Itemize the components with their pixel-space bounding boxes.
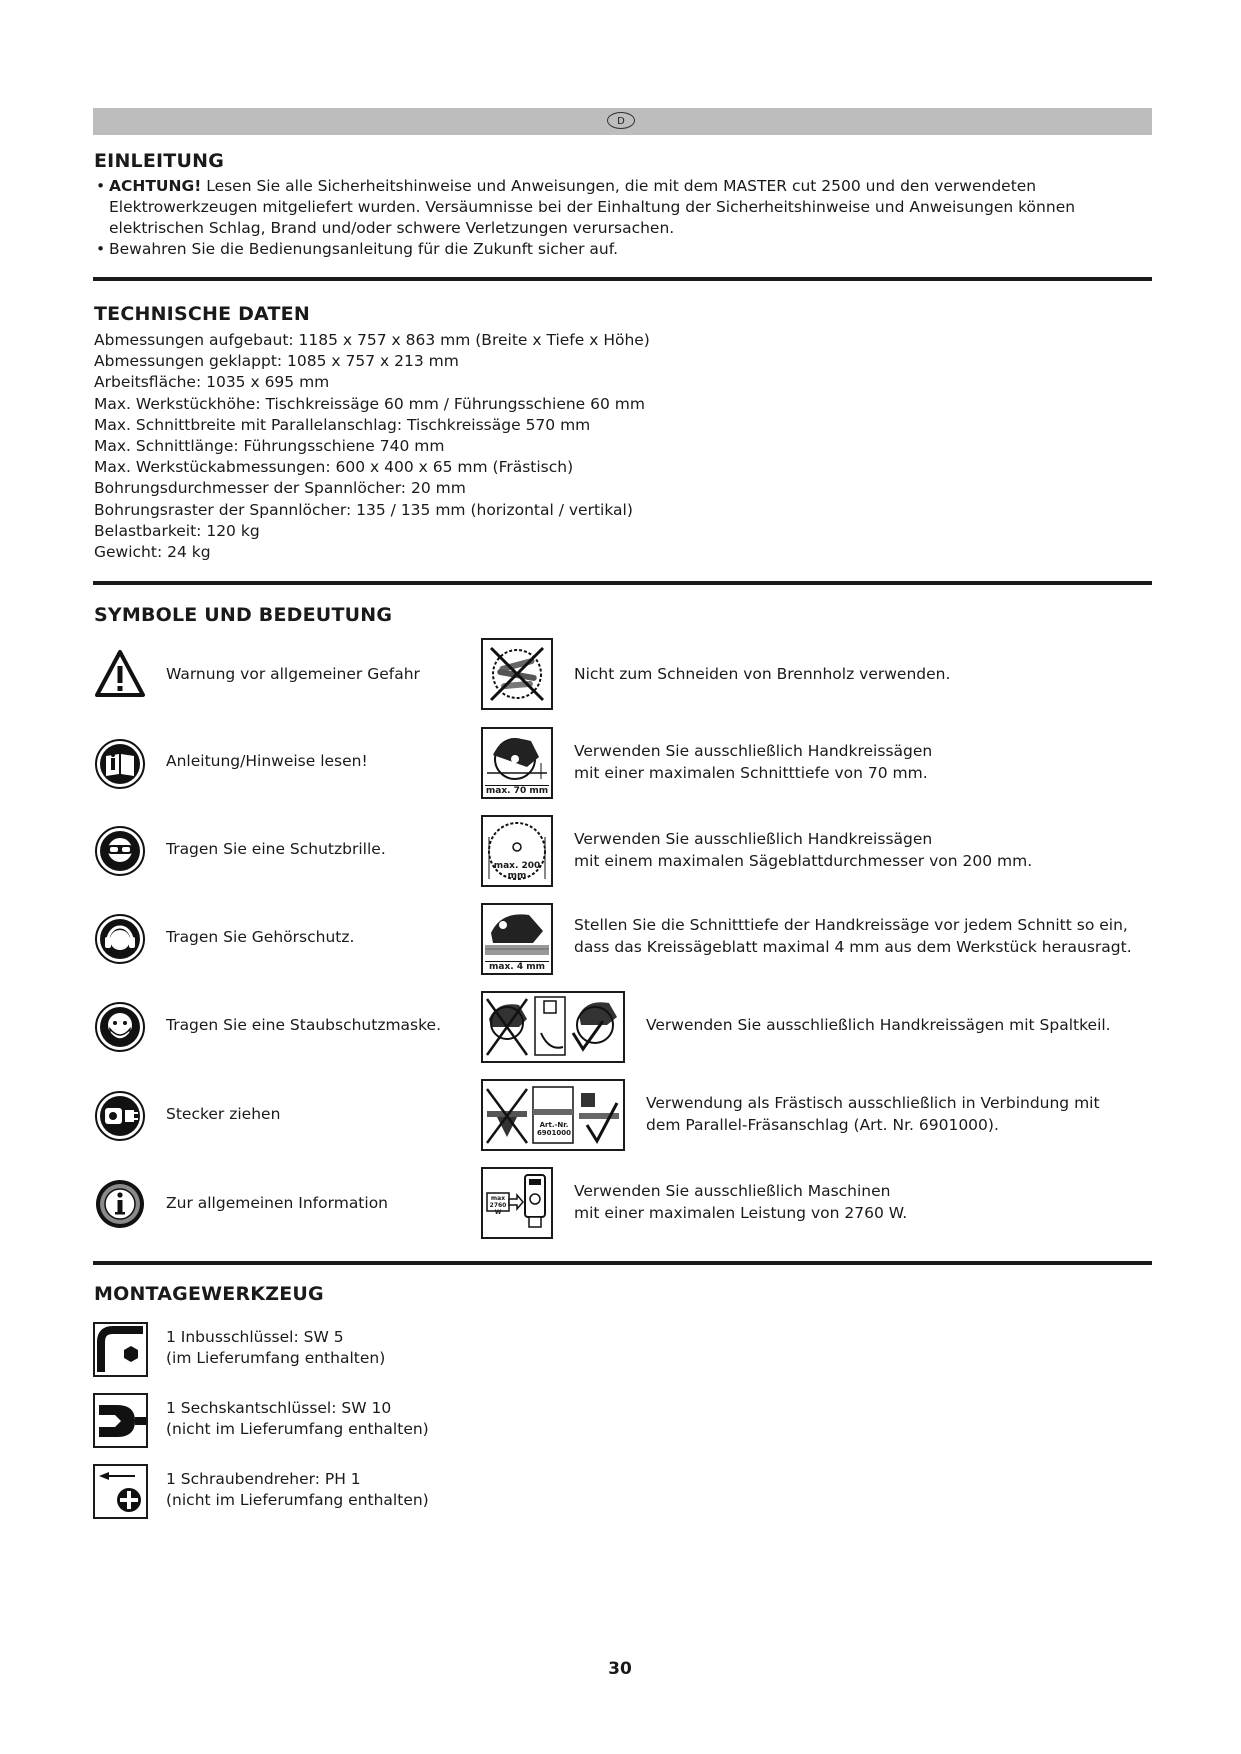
symbols-title: SYMBOLE UND BEDEUTUNG bbox=[94, 604, 393, 626]
tool-text-line: (im Lieferumfang enthalten) bbox=[166, 1349, 386, 1367]
dust-mask-icon bbox=[94, 1001, 146, 1053]
symbol-text-line: dass das Kreissägeblatt maximal 4 mm aus dem Werkstück herausragt. bbox=[574, 938, 1132, 956]
tech-line: Abmessungen aufgebaut: 1185 x 757 x 863 mm (Breite x Tiefe x Höhe) bbox=[94, 331, 650, 349]
blade-protrusion-label: max. 4 mm bbox=[485, 961, 549, 972]
blade-protrusion-icon bbox=[481, 903, 553, 975]
tool-text bbox=[166, 1469, 429, 1511]
tools-title: MONTAGEWERKZEUG bbox=[94, 1283, 324, 1305]
symbol-text bbox=[574, 914, 1132, 958]
riving-knife-icon bbox=[481, 991, 625, 1063]
tech-line: Max. Werkstückabmessungen: 600 x 400 x 65 mm (Frästisch) bbox=[94, 458, 574, 477]
screwdriver-icon bbox=[93, 1464, 148, 1519]
tech-line: Gewicht: 24 kg bbox=[94, 543, 211, 562]
header-bar bbox=[93, 108, 1152, 135]
section-divider bbox=[93, 1261, 1152, 1265]
tech-line: Max. Schnittbreite mit Parallelanschlag: Tischkreissäge 570 mm bbox=[94, 415, 591, 434]
symbol-text-line: dem Parallel-Fräsanschlag (Art. Nr. 6901000). bbox=[646, 1116, 999, 1134]
section-divider bbox=[93, 277, 1152, 281]
router-table-icon bbox=[481, 1079, 625, 1151]
tech-data-list bbox=[94, 330, 650, 563]
max-cut-depth-label: max. 70 mm bbox=[485, 786, 549, 796]
info-icon bbox=[94, 1178, 146, 1230]
tool-text bbox=[166, 1327, 385, 1369]
max-blade-diameter-icon bbox=[481, 815, 553, 887]
max-power-icon bbox=[481, 1167, 553, 1239]
symbol-text-line: Verwenden Sie ausschließlich Handkreissägen bbox=[574, 742, 933, 760]
symbol-text: Tragen Sie eine Schutzbrille. bbox=[166, 840, 386, 858]
symbol-text-line: Verwendung als Frästisch ausschließlich in Verbindung mit bbox=[646, 1094, 1100, 1112]
symbol-text bbox=[646, 1014, 1111, 1036]
tool-text-line: 1 Sechskantschlüssel: SW 10 bbox=[166, 1399, 392, 1417]
read-manual-icon bbox=[94, 738, 146, 790]
tool-text-line: 1 Inbusschlüssel: SW 5 bbox=[166, 1328, 344, 1346]
intro-list bbox=[94, 176, 1144, 260]
section-divider bbox=[93, 581, 1152, 585]
intro-item-keep bbox=[94, 239, 1144, 260]
wrench-icon bbox=[93, 1393, 148, 1448]
tool-text-line: (nicht im Lieferumfang enthalten) bbox=[166, 1420, 429, 1438]
symbol-text bbox=[574, 663, 950, 685]
symbol-text: Zur allgemeinen Information bbox=[166, 1194, 389, 1212]
ear-protection-icon bbox=[94, 913, 146, 965]
max-blade-diameter-label: max. 200 mm bbox=[493, 861, 541, 881]
symbol-text bbox=[574, 1180, 907, 1224]
tool-text-line: (nicht im Lieferumfang enthalten) bbox=[166, 1491, 429, 1509]
tech-line: Max. Werkstückhöhe: Tischkreissäge 60 mm / Führungsschiene 60 mm bbox=[94, 394, 645, 413]
safety-goggles-icon bbox=[94, 825, 146, 877]
warning-triangle-icon bbox=[94, 648, 146, 700]
symbol-text: Anleitung/Hinweise lesen! bbox=[166, 752, 368, 770]
symbol-text-line: mit einer maximalen Schnitttiefe von 70 mm. bbox=[574, 764, 928, 782]
tech-line: Bohrungsraster der Spannlöcher: 135 / 135 mm (horizontal / vertikal) bbox=[94, 500, 633, 519]
symbol-text-line: Verwenden Sie ausschließlich Maschinen bbox=[574, 1182, 891, 1200]
intro-title: EINLEITUNG bbox=[94, 150, 224, 172]
symbol-text bbox=[574, 740, 932, 784]
symbol-text: Tragen Sie Gehörschutz. bbox=[166, 928, 355, 946]
page-number: 30 bbox=[608, 1659, 632, 1679]
symbol-text-line: Stellen Sie die Schnitttiefe der Handkreissäge vor jedem Schnitt so ein, bbox=[574, 916, 1128, 934]
tech-line: Bohrungsdurchmesser der Spannlöcher: 20 mm bbox=[94, 479, 466, 498]
intro-warning-text: Lesen Sie alle Sicherheitshinweise und Anweisungen, die mit dem MASTER cut 2500 und den verwendeten Elektrowerkzeugen mitgeliefert wurden. Versäumnisse bei der Einhaltung der Sicherheitshinweise und Anweisungen können elektrischen Schlag, Brand und/oder schwere Verletzungen verursachen. bbox=[109, 177, 1076, 237]
symbol-text bbox=[646, 1092, 1100, 1136]
router-table-label: Art.-Nr. 6901000 bbox=[536, 1121, 572, 1137]
no-firewood-icon bbox=[481, 638, 553, 710]
allen-key-icon bbox=[93, 1322, 148, 1377]
tech-title: TECHNISCHE DATEN bbox=[94, 303, 310, 325]
tool-text-line: 1 Schraubendreher: PH 1 bbox=[166, 1470, 361, 1488]
symbol-text-line: Nicht zum Schneiden von Brennholz verwenden. bbox=[574, 665, 951, 683]
symbol-text-line: Verwenden Sie ausschließlich Handkreissägen bbox=[574, 830, 933, 848]
tech-line: Abmessungen geklappt: 1085 x 757 x 213 mm bbox=[94, 352, 459, 371]
language-badge: D bbox=[607, 112, 635, 129]
tool-text bbox=[166, 1398, 429, 1440]
tech-line: Belastbarkeit: 120 kg bbox=[94, 521, 260, 540]
intro-item-warning bbox=[94, 176, 1144, 239]
tech-line: Max. Schnittlänge: Führungsschiene 740 mm bbox=[94, 437, 445, 456]
symbol-text: Warnung vor allgemeiner Gefahr bbox=[166, 665, 420, 683]
symbol-text-line: Verwenden Sie ausschließlich Handkreissägen mit Spaltkeil. bbox=[646, 1016, 1111, 1034]
tech-line: Arbeitsfläche: 1035 x 695 mm bbox=[94, 373, 330, 392]
intro-keep-text: Bewahren Sie die Bedienungsanleitung für die Zukunft sicher auf. bbox=[109, 240, 619, 258]
symbol-text-line: mit einem maximalen Sägeblattdurchmesser von 200 mm. bbox=[574, 852, 1033, 870]
symbol-text bbox=[574, 828, 1032, 872]
symbol-text: Tragen Sie eine Staubschutzmaske. bbox=[166, 1016, 442, 1034]
unplug-icon bbox=[94, 1090, 146, 1142]
max-cut-depth-icon bbox=[481, 727, 553, 799]
max-power-label: max 2760 W bbox=[489, 1195, 507, 1216]
symbol-text-line: mit einer maximalen Leistung von 2760 W. bbox=[574, 1204, 908, 1222]
symbol-text: Stecker ziehen bbox=[166, 1105, 281, 1123]
intro-warning-label: ACHTUNG! bbox=[109, 177, 202, 195]
